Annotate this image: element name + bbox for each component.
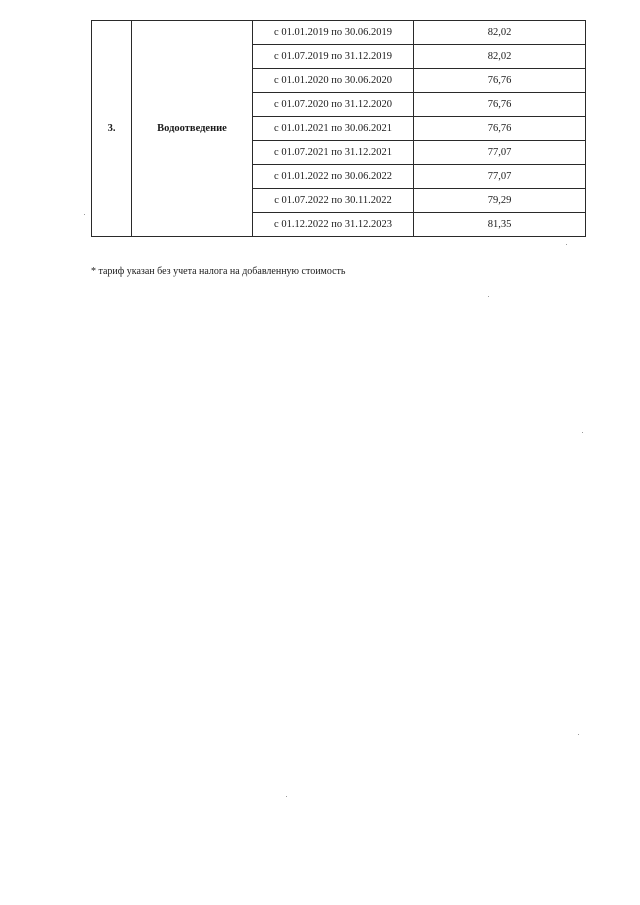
scan-speck [488, 296, 489, 297]
tariff-value-cell: 76,76 [414, 69, 586, 93]
period-cell: с 01.07.2019 по 31.12.2019 [253, 45, 414, 69]
scan-speck [582, 432, 583, 433]
tariff-value-cell: 82,02 [414, 21, 586, 45]
scan-speck [566, 244, 567, 245]
tariff-value-cell: 82,02 [414, 45, 586, 69]
period-cell: с 01.01.2019 по 30.06.2019 [253, 21, 414, 45]
scan-speck [84, 214, 85, 215]
tariff-value-cell: 79,29 [414, 189, 586, 213]
period-cell: с 01.01.2020 по 30.06.2020 [253, 69, 414, 93]
period-cell: с 01.12.2022 по 31.12.2023 [253, 213, 414, 237]
tariff-value-cell: 81,35 [414, 213, 586, 237]
row-number-cell: 3. [92, 21, 132, 237]
tariff-value-cell: 76,76 [414, 93, 586, 117]
service-name-cell: Водоотведение [132, 21, 253, 237]
period-cell: с 01.01.2021 по 30.06.2021 [253, 117, 414, 141]
tariff-value-cell: 77,07 [414, 141, 586, 165]
tariff-value-cell: 77,07 [414, 165, 586, 189]
tariff-table [91, 20, 586, 237]
vat-footnote: * тариф указан без учета налога на добавленную стоимость [91, 266, 346, 277]
scan-speck [578, 734, 579, 735]
period-cell: с 01.07.2020 по 31.12.2020 [253, 93, 414, 117]
tariff-value-cell: 76,76 [414, 117, 586, 141]
table-row [92, 21, 586, 45]
scan-speck [286, 796, 287, 797]
period-cell: с 01.07.2021 по 31.12.2021 [253, 141, 414, 165]
period-cell: с 01.01.2022 по 30.06.2022 [253, 165, 414, 189]
period-cell: с 01.07.2022 по 30.11.2022 [253, 189, 414, 213]
